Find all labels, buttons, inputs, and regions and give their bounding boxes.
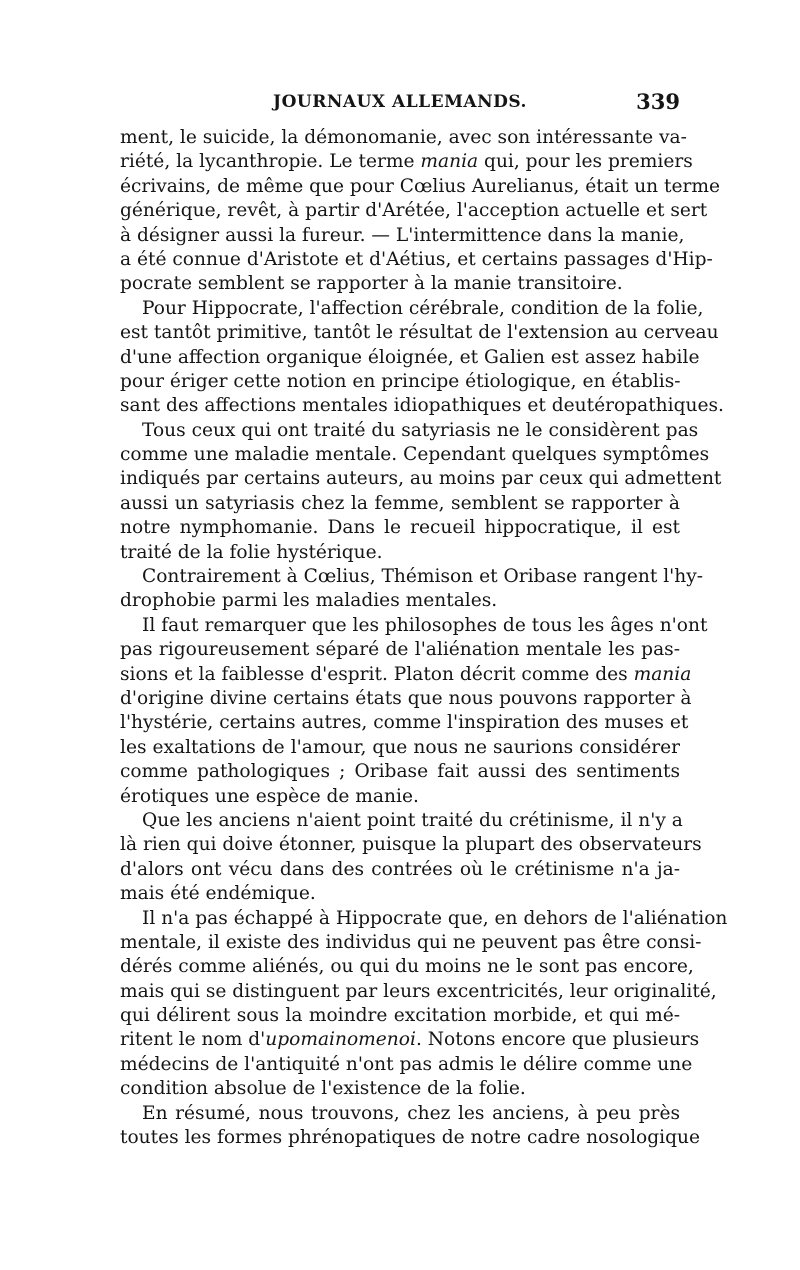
text-line: drophobie parmi les maladies mentales.: [120, 590, 498, 612]
text-line: érotiques une espèce de manie.: [120, 785, 419, 807]
text-line: est tantôt primitive, tantôt le résultat de l'extension au cerveau: [120, 322, 719, 344]
text-line: mais été endémique.: [120, 883, 316, 905]
text-line: a été connue d'Aristote et d'Aétius, et certains passages d'Hip-: [120, 248, 713, 270]
paragraph-start-line: En résumé, nous trouvons, chez les anciens, à peu près: [142, 1102, 680, 1124]
text-line: ritent le nom d'upomainomenoi. Notons encore que plusieurs: [120, 1029, 700, 1051]
text-line: comme pathologiques ; Oribase fait aussi des sentiments: [120, 761, 680, 783]
text-line: mentale, il existe des individus qui ne peuvent pas être consi-: [120, 931, 702, 953]
text-line: pas rigoureusement séparé de l'aliénation mentale les pas-: [120, 639, 680, 661]
text-line: qui délirent sous la moindre excitation morbide, et qui mé-: [120, 1005, 680, 1027]
paragraph-start-line: Que les anciens n'aient point traité du crétinisme, il n'y a: [142, 809, 683, 831]
paragraph-start-line: Contrairement à Cœlius, Thémison et Oribase rangent l'hy-: [142, 566, 704, 588]
page-header: [120, 89, 680, 122]
text-line: condition absolue de l'existence de la folie.: [120, 1078, 526, 1100]
text-line: aussi un satyriasis chez la femme, semblent se rapporter à: [120, 492, 680, 514]
running-title: JOURNAUX ALLEMANDS.: [273, 92, 527, 112]
text-line: riété, la lycanthropie. Le terme mania qui, pour les premiers: [120, 151, 693, 173]
text-line: médecins de l'antiquité n'ont pas admis le délire comme une: [120, 1053, 693, 1075]
text-line: traité de la folie hystérique.: [120, 541, 383, 563]
text-line: mais qui se distinguent par leurs excentricités, leur originalité,: [120, 980, 717, 1002]
paragraph-start-line: Il faut remarquer que les philosophes de tous les âges n'ont: [142, 614, 708, 636]
paragraph-start-line: Tous ceux qui ont traité du satyriasis ne le considèrent pas: [142, 419, 699, 441]
body-text: [120, 126, 728, 1150]
text-line: écrivains, de même que pour Cœlius Aurelianus, était un terme: [120, 175, 721, 197]
text-line: générique, revêt, à partir d'Arétée, l'acception actuelle et sert: [120, 200, 708, 222]
text-line: d'une affection organique éloignée, et Galien est assez habile: [120, 346, 700, 368]
text-line: l'hystérie, certains autres, comme l'inspiration des muses et: [120, 712, 689, 734]
text-line: comme une maladie mentale. Cependant quelques symptômes: [120, 444, 710, 466]
text-line: sant des affections mentales idiopathiques et deutéropathiques.: [120, 395, 724, 417]
text-line: notre nymphomanie. Dans le recueil hippocratique, il est: [120, 517, 680, 539]
text-line: pocrate semblent se rapporter à la manie transitoire.: [120, 273, 623, 295]
text-line: les exaltations de l'amour, que nous ne saurions considérer: [120, 736, 680, 758]
text-line: d'origine divine certains états que nous pouvons rapporter à: [120, 687, 692, 709]
page-number: 339: [636, 89, 680, 114]
text-line: sions et la faiblesse d'esprit. Platon décrit comme des mania: [120, 663, 692, 685]
paragraph-start-line: Pour Hippocrate, l'affection cérébrale, condition de la folie,: [142, 297, 704, 319]
text-line: d'alors ont vécu dans des contrées où le crétinisme n'a ja-: [120, 858, 680, 880]
text-line: indiqués par certains auteurs, au moins par ceux qui admettent: [120, 468, 722, 490]
text-line: toutes les formes phrénopatiques de notre cadre nosologique: [120, 1127, 700, 1149]
text-line: dérés comme aliénés, ou qui du moins ne le sont pas encore,: [120, 956, 694, 978]
text-line: pour ériger cette notion en principe étiologique, en établis-: [120, 370, 681, 392]
text-line: là rien qui doive étonner, puisque la plupart des observateurs: [120, 834, 702, 856]
text-line: ment, le suicide, la démonomanie, avec son intéressante va-: [120, 127, 687, 148]
text-line: à désigner aussi la fureur. — L'intermittence dans la manie,: [120, 224, 685, 246]
paragraph-start-line: Il n'a pas échappé à Hippocrate que, en dehors de l'aliénation: [142, 907, 728, 929]
